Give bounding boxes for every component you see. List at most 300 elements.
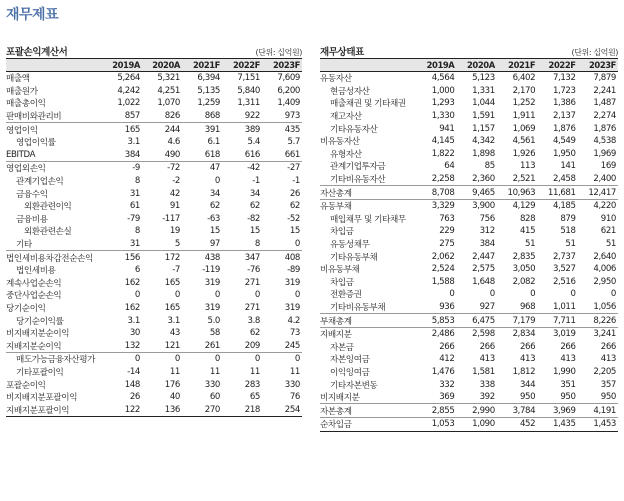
value-cell: 312 — [479, 226, 495, 237]
value-cell: 0 — [294, 354, 300, 365]
table-row — [320, 148, 618, 161]
value-cell: 2,137 — [552, 111, 576, 122]
value-cell: 2,524 — [431, 264, 455, 275]
value-cell: 661 — [262, 149, 302, 162]
column-header: 2022F — [222, 59, 262, 72]
value-cell: 3,329 — [431, 201, 455, 212]
value-cell: 384 — [102, 149, 142, 162]
value-cell: 1,157 — [472, 123, 495, 134]
value-cell: 413 — [560, 354, 576, 365]
table-row — [320, 418, 618, 432]
row-label: 매도가능금융자산평가 — [16, 355, 96, 366]
value-cell: 0 — [489, 289, 495, 300]
value-cell: 950 — [537, 391, 577, 404]
table-row — [6, 339, 302, 352]
value-cell: 31 — [102, 238, 142, 251]
value-cell: 40 — [169, 392, 180, 403]
value-cell: 4,129 — [512, 201, 536, 212]
row-label: 금융수익 — [16, 189, 48, 200]
value-cell: 2,241 — [593, 85, 616, 96]
value-cell: 7,132 — [552, 73, 576, 84]
value-cell: 11 — [289, 366, 300, 377]
value-cell: 60 — [209, 392, 220, 403]
value-cell: 3,527 — [552, 264, 576, 275]
value-cell: 319 — [204, 277, 220, 288]
table-row — [320, 238, 618, 251]
value-cell: 319 — [284, 302, 300, 313]
row-label: 기타유동자산 — [330, 124, 378, 135]
value-cell: 64 — [444, 161, 455, 172]
value-cell: 2,170 — [512, 85, 536, 96]
value-cell: 156 — [124, 252, 140, 263]
value-cell: 8 — [222, 238, 262, 251]
row-label: 자산총계 — [320, 186, 416, 200]
value-cell: 51 — [565, 239, 576, 250]
value-cell: 879 — [560, 213, 576, 224]
value-cell: 4,145 — [431, 136, 455, 147]
row-label: 비유동부채 — [320, 265, 360, 276]
table-row — [320, 97, 618, 110]
value-cell: 85 — [484, 161, 495, 172]
table-row — [320, 404, 618, 418]
table-row — [6, 110, 302, 123]
value-cell: 1,588 — [431, 276, 455, 287]
value-cell: 1,435 — [537, 418, 577, 432]
row-label: 영업외손익 — [6, 164, 46, 175]
value-cell: -79 — [127, 213, 140, 224]
value-cell: 0 — [254, 354, 260, 365]
value-cell: 8,708 — [416, 186, 456, 200]
value-cell: 121 — [142, 339, 182, 352]
value-cell: 73 — [289, 328, 300, 339]
value-cell: 34 — [249, 188, 260, 199]
value-cell: 973 — [262, 110, 302, 123]
table-row — [6, 314, 302, 327]
value-cell: 266 — [519, 341, 536, 352]
value-cell: -1 — [292, 176, 300, 187]
value-cell: 3,050 — [512, 264, 536, 275]
row-label: 영업이익 — [6, 125, 38, 136]
row-label: 매출총이익 — [6, 99, 46, 110]
value-cell: 490 — [142, 149, 182, 162]
row-label: 유동부채 — [320, 202, 352, 213]
table-row — [6, 85, 302, 98]
value-cell: 1,331 — [472, 85, 495, 96]
value-cell: 0 — [530, 289, 536, 300]
row-label: 차입금 — [330, 227, 354, 238]
value-cell: 266 — [600, 341, 616, 352]
value-cell: 319 — [204, 302, 220, 313]
row-label: 법인세비용 — [16, 266, 56, 277]
value-cell: -82 — [247, 213, 260, 224]
column-header: 2021F — [497, 59, 537, 72]
header-label-cell — [320, 59, 416, 72]
value-cell: 245 — [262, 339, 302, 352]
value-cell: 8,226 — [578, 314, 618, 328]
row-label: 관계기업투자금 — [330, 162, 386, 173]
value-cell: 2,598 — [472, 329, 495, 340]
value-cell: 266 — [479, 341, 495, 352]
row-label: 부채총계 — [320, 314, 416, 328]
row-label: 유동성채무 — [330, 240, 370, 251]
value-cell: 176 — [164, 379, 180, 390]
value-cell: 2,950 — [593, 276, 616, 287]
value-cell: 4,185 — [552, 201, 576, 212]
value-cell: 330 — [204, 379, 220, 390]
value-cell: 0 — [254, 290, 260, 301]
value-cell: 4.2 — [287, 315, 300, 326]
row-label: 이익잉여금 — [330, 367, 370, 378]
table-row — [320, 122, 618, 135]
table-row — [320, 353, 618, 366]
value-cell: 5.7 — [287, 137, 300, 148]
row-label: 중단사업순손익 — [6, 291, 62, 302]
value-cell: 2,447 — [472, 251, 495, 262]
value-cell: 1,409 — [277, 98, 300, 109]
value-cell: 4,191 — [578, 404, 618, 418]
value-cell: 0 — [294, 290, 300, 301]
row-label: 매출액 — [6, 74, 30, 85]
value-cell: 5.0 — [207, 315, 220, 326]
value-cell: -27 — [287, 163, 300, 174]
row-label: 매입채무 및 기타채무 — [330, 214, 406, 225]
value-cell: 2,521 — [497, 173, 537, 186]
table-row — [6, 251, 302, 264]
value-cell: 0 — [134, 290, 140, 301]
value-cell: 1,069 — [512, 123, 536, 134]
value-cell: 4,251 — [157, 85, 180, 96]
value-cell: 6.1 — [207, 137, 220, 148]
value-cell: -7 — [172, 265, 180, 276]
table-row — [320, 263, 618, 276]
value-cell: 11,681 — [537, 186, 577, 200]
row-label: 영업이익률 — [16, 138, 56, 149]
row-label: 차입금 — [330, 277, 354, 288]
table-row — [320, 186, 618, 200]
value-cell: 26 — [289, 188, 300, 199]
row-label: 기타비유동부채 — [320, 301, 416, 314]
value-cell: 518 — [560, 226, 576, 237]
value-cell: 828 — [519, 213, 536, 224]
value-cell: 11 — [209, 366, 220, 377]
value-cell: 65 — [249, 392, 260, 403]
value-cell: 6 — [134, 265, 140, 276]
value-cell: 927 — [456, 301, 496, 314]
table-row — [6, 175, 302, 188]
value-cell: 0 — [262, 238, 302, 251]
value-cell: 1,252 — [512, 98, 536, 109]
value-cell: 5,321 — [157, 73, 180, 84]
value-cell: 412 — [439, 354, 455, 365]
row-label: EBITDA — [6, 149, 102, 162]
value-cell: 271 — [244, 277, 260, 288]
value-cell: 1,011 — [537, 301, 577, 314]
row-label: 재고자산 — [330, 112, 362, 123]
value-cell: 1,311 — [237, 98, 260, 109]
value-cell: 2,062 — [431, 251, 455, 262]
value-cell: 1,723 — [552, 85, 576, 96]
value-cell: 62 — [209, 201, 220, 212]
value-cell: 1,876 — [593, 123, 616, 134]
table-row — [6, 353, 302, 366]
value-cell: -14 — [127, 366, 140, 377]
value-cell: 1,090 — [456, 418, 496, 432]
row-label: 지배지분 — [320, 330, 352, 341]
row-label: 당기순이익 — [6, 303, 46, 314]
value-cell: 3.8 — [247, 315, 260, 326]
value-cell: 4,242 — [117, 85, 140, 96]
value-cell: 2,834 — [512, 329, 536, 340]
value-cell: 1,293 — [431, 98, 455, 109]
value-cell: 950 — [497, 391, 537, 404]
table-row — [6, 302, 302, 315]
value-cell: 6,402 — [512, 73, 536, 84]
value-cell: 275 — [439, 239, 455, 250]
value-cell: 438 — [204, 252, 220, 263]
value-cell: 1,386 — [552, 98, 576, 109]
value-cell: 15 — [249, 226, 260, 237]
row-label: 기타 — [6, 238, 102, 251]
value-cell: 0 — [570, 289, 576, 300]
value-cell: 5,264 — [117, 73, 140, 84]
value-cell: 2,360 — [456, 173, 496, 186]
value-cell: 0 — [214, 176, 220, 187]
balance-header-row — [320, 59, 618, 72]
value-cell: 391 — [204, 124, 220, 135]
value-cell: 413 — [600, 354, 616, 365]
value-cell: 12,417 — [578, 186, 618, 200]
value-cell: 26 — [129, 392, 140, 403]
value-cell: 11 — [169, 366, 180, 377]
value-cell: 47 — [209, 163, 220, 174]
table-row — [6, 200, 302, 213]
table-row — [6, 403, 302, 416]
value-cell: -117 — [162, 213, 180, 224]
value-cell: 369 — [416, 391, 456, 404]
value-cell: 169 — [600, 161, 616, 172]
value-cell: 42 — [169, 188, 180, 199]
value-cell: 2,990 — [456, 404, 496, 418]
value-cell: -63 — [207, 213, 220, 224]
value-cell: 0 — [610, 289, 616, 300]
table-row — [320, 366, 618, 379]
value-cell: 347 — [244, 252, 260, 263]
value-cell: 254 — [262, 403, 302, 416]
value-cell: 15 — [209, 226, 220, 237]
table-row — [320, 199, 618, 212]
value-cell: 0 — [174, 290, 180, 301]
value-cell: 266 — [560, 341, 576, 352]
value-cell: 868 — [182, 110, 222, 123]
value-cell: 338 — [479, 379, 495, 390]
value-cell: 172 — [164, 252, 180, 263]
table-row — [6, 97, 302, 110]
column-header: 2021F — [182, 59, 222, 72]
row-label: 자본총계 — [320, 404, 416, 418]
table-row — [6, 264, 302, 277]
value-cell: 1,990 — [552, 366, 576, 377]
table-row — [320, 173, 618, 186]
value-cell: 3.1 — [127, 137, 140, 148]
income-statement-table — [6, 58, 302, 417]
value-cell: 1,056 — [578, 301, 618, 314]
row-label: 지배지분포괄이익 — [6, 403, 102, 416]
table-row — [320, 250, 618, 263]
table-row — [320, 276, 618, 289]
value-cell: 3,241 — [593, 329, 616, 340]
value-cell: 6,475 — [456, 314, 496, 328]
column-header: 2023F — [578, 59, 618, 72]
balance-sheet-table — [320, 58, 618, 432]
row-label: 비지배지분포괄이익 — [6, 393, 78, 404]
value-cell: 968 — [497, 301, 537, 314]
value-cell: 2,575 — [472, 264, 495, 275]
value-cell: 756 — [479, 213, 495, 224]
value-cell: 8 — [134, 226, 140, 237]
value-cell: 0 — [214, 290, 220, 301]
value-cell: 62 — [289, 201, 300, 212]
value-cell: 344 — [519, 379, 536, 390]
value-cell: 271 — [244, 302, 260, 313]
value-cell: 58 — [209, 328, 220, 339]
value-cell: 3,969 — [537, 404, 577, 418]
value-cell: 3.1 — [127, 315, 140, 326]
column-header: 2020A — [456, 59, 496, 72]
value-cell: 113 — [519, 161, 536, 172]
row-label: 전환증권 — [330, 290, 362, 301]
value-cell: 3,784 — [497, 404, 537, 418]
value-cell: 1,648 — [472, 276, 495, 287]
value-cell: 0 — [134, 354, 140, 365]
value-cell: 2,274 — [593, 111, 616, 122]
value-cell: 229 — [439, 226, 455, 237]
value-cell: 389 — [244, 124, 260, 135]
row-label: 판매비와관리비 — [6, 110, 102, 123]
value-cell: 0 — [214, 354, 220, 365]
balance-sheet-panel — [320, 44, 618, 432]
balance-unit-label: (단위: 십억원) — [571, 48, 618, 57]
value-cell: 1,022 — [117, 98, 140, 109]
value-cell: 4,220 — [593, 201, 616, 212]
row-label: 현금성자산 — [330, 86, 370, 97]
balance-sheet-title: 재무상태표 — [320, 47, 364, 58]
value-cell: 0 — [449, 289, 455, 300]
table-row — [6, 72, 302, 85]
value-cell: 922 — [222, 110, 262, 123]
value-cell: 1,911 — [512, 111, 536, 122]
value-cell: 7,609 — [277, 73, 300, 84]
value-cell: 4,564 — [431, 73, 455, 84]
row-label: 법인세비용차감전순손익 — [6, 253, 93, 264]
value-cell: 1,950 — [552, 148, 576, 159]
value-cell: 616 — [222, 149, 262, 162]
value-cell: -1 — [252, 176, 260, 187]
income-unit-label: (단위: 십억원) — [255, 48, 302, 57]
value-cell: 1,453 — [578, 418, 618, 432]
value-cell: 136 — [142, 403, 182, 416]
row-label: 매출원가 — [6, 86, 38, 97]
value-cell: 51 — [605, 239, 616, 250]
value-cell: 91 — [169, 201, 180, 212]
value-cell: 621 — [600, 226, 616, 237]
value-cell: 415 — [519, 226, 536, 237]
table-row — [320, 110, 618, 123]
income-statement-panel — [6, 44, 302, 417]
row-label: 유형자산 — [330, 149, 362, 160]
value-cell: 2,640 — [593, 251, 616, 262]
value-cell: -89 — [287, 265, 300, 276]
row-label: 기타포괄이익 — [16, 367, 64, 378]
table-row — [6, 366, 302, 379]
value-cell: 413 — [479, 354, 495, 365]
value-cell: 10,963 — [497, 186, 537, 200]
value-cell: 1,070 — [157, 98, 180, 109]
value-cell: 1,487 — [593, 98, 616, 109]
value-cell: 34 — [209, 188, 220, 199]
value-cell: 30 — [129, 328, 140, 339]
value-cell: 0 — [174, 354, 180, 365]
value-cell: -119 — [202, 265, 220, 276]
row-label: 외환관련손실 — [24, 227, 72, 238]
row-label: 기타자본변동 — [330, 380, 378, 391]
value-cell: 218 — [222, 403, 262, 416]
value-cell: 357 — [600, 379, 616, 390]
value-cell: 2,082 — [512, 276, 536, 287]
table-row — [6, 327, 302, 340]
value-cell: 1,898 — [472, 148, 495, 159]
table-row — [6, 162, 302, 175]
row-label: 금융비용 — [16, 214, 48, 225]
value-cell: -2 — [172, 176, 180, 187]
value-cell: 2,458 — [537, 173, 577, 186]
value-cell: 1,044 — [472, 98, 495, 109]
value-cell: 5.4 — [247, 137, 260, 148]
value-cell: 392 — [456, 391, 496, 404]
value-cell: 7,879 — [593, 73, 616, 84]
income-statement-title: 포괄손익계산서 — [6, 47, 68, 58]
table-row — [6, 149, 302, 162]
table-row — [320, 135, 618, 148]
table-row — [320, 378, 618, 391]
income-header-row — [6, 59, 302, 72]
value-cell: 9,465 — [456, 186, 496, 200]
value-cell: 618 — [182, 149, 222, 162]
value-cell: 351 — [560, 379, 576, 390]
value-cell: 15 — [289, 226, 300, 237]
value-cell: 332 — [439, 379, 455, 390]
table-row — [320, 288, 618, 301]
table-row — [320, 72, 618, 85]
value-cell: 826 — [142, 110, 182, 123]
value-cell: 76 — [289, 392, 300, 403]
value-cell: 1,969 — [593, 148, 616, 159]
value-cell: 31 — [129, 188, 140, 199]
table-row — [6, 187, 302, 200]
value-cell: 1,476 — [431, 366, 455, 377]
value-cell: 162 — [124, 302, 140, 313]
table-row — [6, 238, 302, 251]
value-cell: 97 — [182, 238, 222, 251]
value-cell: 5,123 — [472, 73, 495, 84]
value-cell: 283 — [244, 379, 260, 390]
table-row — [6, 391, 302, 404]
table-row — [6, 277, 302, 290]
value-cell: 936 — [416, 301, 456, 314]
row-label: 비지배지분 — [320, 391, 416, 404]
value-cell: 452 — [497, 418, 537, 432]
table-row — [320, 85, 618, 98]
value-cell: 1,822 — [431, 148, 455, 159]
